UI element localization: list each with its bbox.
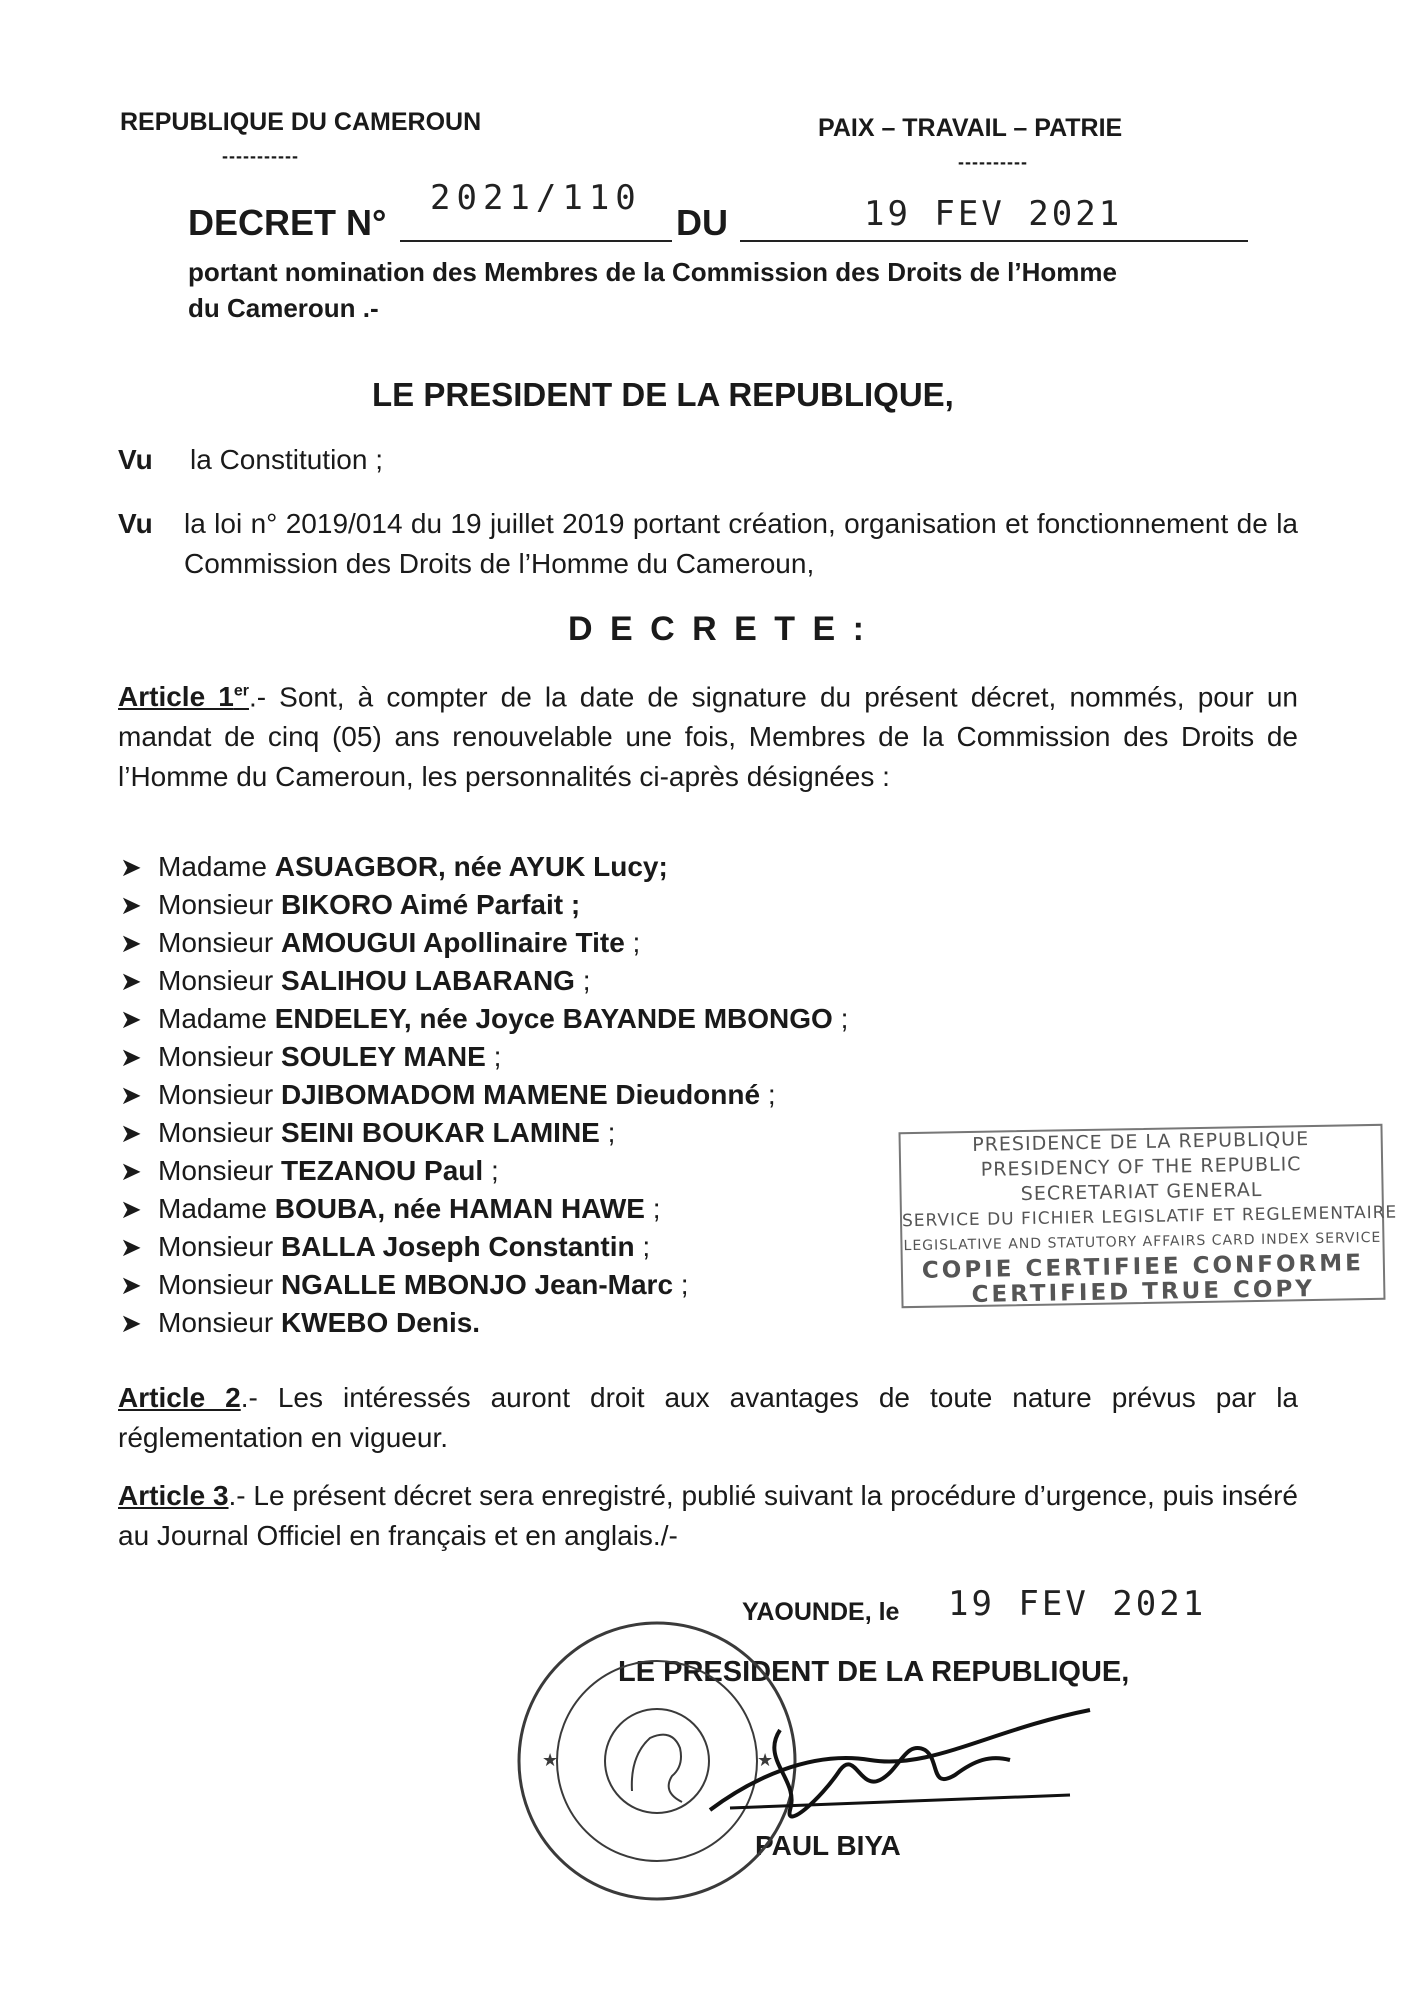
member-title: Monsieur — [158, 1079, 274, 1110]
member-title: Monsieur — [158, 965, 274, 996]
list-item — [120, 1114, 848, 1152]
arrow-bullet-icon: ➤ — [120, 1270, 142, 1300]
arrow-bullet-icon: ➤ — [120, 852, 142, 882]
republic-name: REPUBLIQUE DU CAMEROUN — [120, 108, 482, 136]
member-name: NGALLE MBONJO Jean-Marc — [280, 1269, 674, 1300]
member-title: Monsieur — [158, 1117, 274, 1148]
arrow-bullet-icon: ➤ — [120, 966, 142, 996]
member-name: BIKORO Aimé Parfait ; — [280, 889, 581, 920]
list-item — [120, 1304, 848, 1342]
member-name: SALIHOU LABARANG — [280, 965, 575, 996]
signature-title: LE PRESIDENT DE LA REPUBLIQUE, — [618, 1656, 1130, 1688]
list-item — [120, 962, 848, 1000]
article-2-label: Article 2 — [118, 1382, 241, 1413]
arrow-bullet-icon: ➤ — [120, 1156, 142, 1186]
stamp-line-3: SECRETARIAT GENERAL — [1020, 1178, 1263, 1206]
visa-1 — [118, 440, 1298, 480]
stamp-line-5: LEGISLATIVE AND STATUTORY AFFAIRS CARD INDEX SERVICE — [903, 1229, 1382, 1255]
stamp-line-6: COPIE CERTIFIEE CONFORME — [921, 1250, 1365, 1284]
member-title: Monsieur — [158, 1307, 274, 1338]
member-end: ; — [634, 1231, 651, 1262]
motto: PAIX – TRAVAIL – PATRIE — [818, 114, 1123, 142]
article-1-text: .- Sont, à compter de la date de signature du présent décret, nommés, pour un mandat de cinq (05) ans renouvelable une fois, Membres de la Commission des Droits de l’Homme du Cameroun, les personnalités ci-après désignées : — [118, 681, 1299, 793]
decree-date-handwritten: 19 FEV 2021 — [864, 194, 1123, 234]
list-item — [120, 848, 848, 886]
visa-1-text: la Constitution ; — [190, 444, 383, 475]
arrow-bullet-icon: ➤ — [120, 1080, 142, 1110]
decree-number-underline — [400, 240, 672, 242]
article-3 — [118, 1476, 1298, 1556]
arrow-bullet-icon: ➤ — [120, 1118, 142, 1148]
member-title: Monsieur — [158, 889, 274, 920]
list-item — [120, 1000, 848, 1038]
article-2 — [118, 1378, 1298, 1458]
member-title: Madame — [158, 851, 267, 882]
article-3-label: Article 3 — [118, 1480, 229, 1511]
member-title: Monsieur — [158, 1155, 274, 1186]
visa-2-text: la loi n° 2019/014 du 19 juillet 2019 portant création, organisation et fonctionnement de la Commission des Droits de l’Homme du Cameroun, — [184, 508, 1298, 579]
decree-subject — [188, 254, 1117, 326]
decree-number-handwritten: 2021/110 — [430, 178, 642, 218]
member-title: Monsieur — [158, 927, 274, 958]
arrow-bullet-icon: ➤ — [120, 928, 142, 958]
member-name: DJIBOMADOM MAMENE Dieudonné — [280, 1079, 761, 1110]
list-item — [120, 1266, 848, 1304]
certified-true-copy-stamp — [899, 1124, 1398, 1308]
signature-place: YAOUNDE, le — [742, 1598, 900, 1626]
motto-separator: ---------- — [958, 152, 1028, 172]
member-end: ; — [832, 1003, 849, 1034]
article-1-label-text: Article 1 — [118, 681, 234, 713]
list-item — [120, 1076, 848, 1114]
article-1-label-sup: er — [233, 683, 249, 700]
member-name: TEZANOU Paul — [280, 1155, 484, 1186]
arrow-bullet-icon: ➤ — [120, 1194, 142, 1224]
arrow-bullet-icon: ➤ — [120, 1004, 142, 1034]
member-name: KWEBO Denis. — [280, 1307, 481, 1338]
stamp-line-7: CERTIFIED TRUE COPY — [971, 1275, 1316, 1308]
svg-text:★: ★ — [757, 1750, 774, 1771]
stamp-line-1: PRESIDENCE DE LA REPUBLIQUE — [972, 1128, 1310, 1156]
member-end: ; — [644, 1193, 661, 1224]
members-list — [120, 848, 848, 1342]
decree-number-label: DECRET N° — [188, 202, 387, 243]
signatory-name: PAUL BIYA — [755, 1830, 901, 1861]
member-title: Monsieur — [158, 1269, 274, 1300]
list-item — [120, 1228, 848, 1266]
arrow-bullet-icon: ➤ — [120, 1308, 142, 1338]
decree-subject-line-2: du Cameroun .- — [188, 293, 379, 323]
member-title: Monsieur — [158, 1231, 274, 1262]
member-title: Madame — [158, 1003, 267, 1034]
list-item — [120, 1190, 848, 1228]
visa-2-vu: Vu — [118, 508, 153, 539]
article-2-text: .- Les intéressés auront droit aux avantages de toute nature prévus par la réglementation en vigueur. — [118, 1382, 1299, 1453]
member-end: ; — [673, 1269, 689, 1300]
article-1 — [118, 672, 1298, 797]
visa-1-vu: Vu — [118, 444, 153, 475]
member-end: ; — [599, 1117, 616, 1148]
article-3-text: .- Le présent décret sera enregistré, publié suivant la procédure d’urgence, puis inséré au Journal Officiel en français et en anglais./- — [118, 1480, 1298, 1551]
republic-name-separator: ----------- — [222, 146, 299, 166]
arrow-bullet-icon: ➤ — [120, 1232, 142, 1262]
member-end: ; — [485, 1041, 502, 1072]
member-title: Madame — [158, 1193, 267, 1224]
member-title: Monsieur — [158, 1041, 274, 1072]
member-name: BOUBA, née HAMAN HAWE — [274, 1193, 645, 1224]
member-end: ; — [483, 1155, 499, 1186]
signature-date-handwritten: 19 FEV 2021 — [948, 1584, 1207, 1624]
arrow-bullet-icon: ➤ — [120, 1042, 142, 1072]
member-name: ASUAGBOR, née AYUK Lucy; — [274, 851, 668, 882]
svg-text:★: ★ — [542, 1750, 559, 1771]
member-name: BALLA Joseph Constantin — [280, 1231, 635, 1262]
arrow-bullet-icon: ➤ — [120, 890, 142, 920]
stamp-line-2: PRESIDENCY OF THE REPUBLIC — [980, 1153, 1302, 1181]
decrete-heading: D E C R E T E : — [568, 610, 868, 648]
president-signature — [690, 1690, 1110, 1840]
president-heading: LE PRESIDENT DE LA REPUBLIQUE, — [372, 376, 954, 413]
decree-date-underline — [740, 240, 1248, 242]
list-item — [120, 1038, 848, 1076]
member-name: AMOUGUI Apollinaire Tite — [280, 927, 625, 958]
stamp-line-4: SERVICE DU FICHIER LEGISLATIF ET REGLEMENTAIRE — [901, 1202, 1398, 1232]
member-name: SOULEY MANE — [280, 1041, 486, 1072]
member-end: ; — [574, 965, 591, 996]
member-end: ; — [624, 927, 641, 958]
article-1-label — [118, 681, 249, 712]
list-item — [120, 886, 848, 924]
list-item — [120, 1152, 848, 1190]
decree-date-label: DU — [676, 202, 728, 243]
member-name: SEINI BOUKAR LAMINE — [280, 1117, 600, 1148]
member-end: ; — [760, 1079, 776, 1110]
list-item — [120, 924, 848, 962]
visa-2 — [118, 504, 1298, 584]
decree-subject-line-1: portant nomination des Membres de la Commission des Droits de l’Homme — [188, 257, 1117, 287]
member-name: ENDELEY, née Joyce BAYANDE MBONGO — [274, 1003, 833, 1034]
